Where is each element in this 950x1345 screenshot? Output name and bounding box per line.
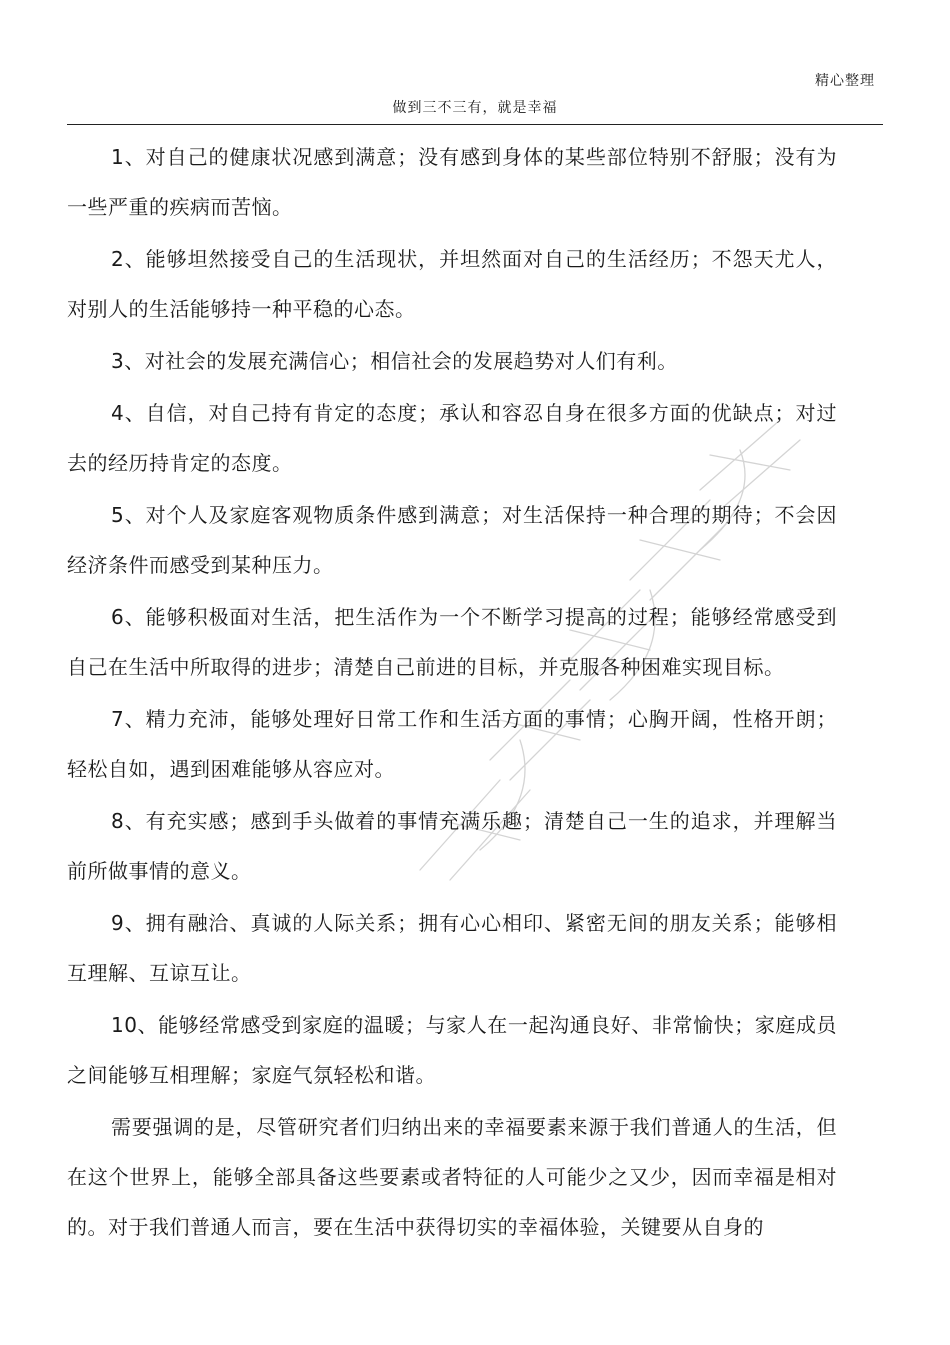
paragraph: 3、对社会的发展充满信心；相信社会的发展趋势对人们有利。 — [111, 349, 678, 373]
document-body — [67, 132, 837, 1254]
paragraph: 5、对个人及家庭客观物质条件感到满意；对生活保持一种合理的期待；不会因经济条件而感受到某种压力。 — [67, 503, 837, 577]
paragraph: 需要强调的是，尽管研究者们归纳出来的幸福要素来源于我们普通人的生活，但在这个世界上，能够全部具备这些要素或者特征的人可能少之又少，因而幸福是相对的。对于我们普通人而言，要在生活中获得切实的幸福体验，关键要从自身的 — [67, 1115, 837, 1239]
paragraph: 9、拥有融洽、真诚的人际关系；拥有心心相印、紧密无间的朋友关系；能够相互理解、互谅互让。 — [67, 911, 837, 985]
paragraph: 8、有充实感；感到手头做着的事情充满乐趣；清楚自己一生的追求，并理解当前所做事情的意义。 — [67, 809, 837, 883]
page-header-title: 做到三不三有，就是幸福 — [392, 100, 558, 116]
paragraph: 7、精力充沛，能够处理好日常工作和生活方面的事情；心胸开阔，性格开朗；轻松自如，遇到困难能够从容应对。 — [67, 707, 837, 781]
corner-note: 精心整理 — [815, 73, 875, 89]
paragraph: 10、能够经常感受到家庭的温暖；与家人在一起沟通良好、非常愉快；家庭成员之间能够互相理解；家庭气氛轻松和谐。 — [67, 1013, 837, 1087]
paragraph: 6、能够积极面对生活，把生活作为一个不断学习提高的过程；能够经常感受到自己在生活中所取得的进步；清楚自己前进的目标，并克服各种困难实现目标。 — [67, 605, 837, 679]
paragraph: 4、自信，对自己持有肯定的态度；承认和容忍自身在很多方面的优缺点；对过去的经历持肯定的态度。 — [67, 401, 837, 475]
paragraph: 2、能够坦然接受自己的生活现状，并坦然面对自己的生活经历；不怨天尤人，对别人的生活能够持一种平稳的心态。 — [67, 247, 837, 321]
header-rule — [67, 124, 883, 125]
paragraph: 1、对自己的健康状况感到满意；没有感到身体的某些部位特别不舒服；没有为一些严重的疾病而苦恼。 — [67, 145, 837, 219]
